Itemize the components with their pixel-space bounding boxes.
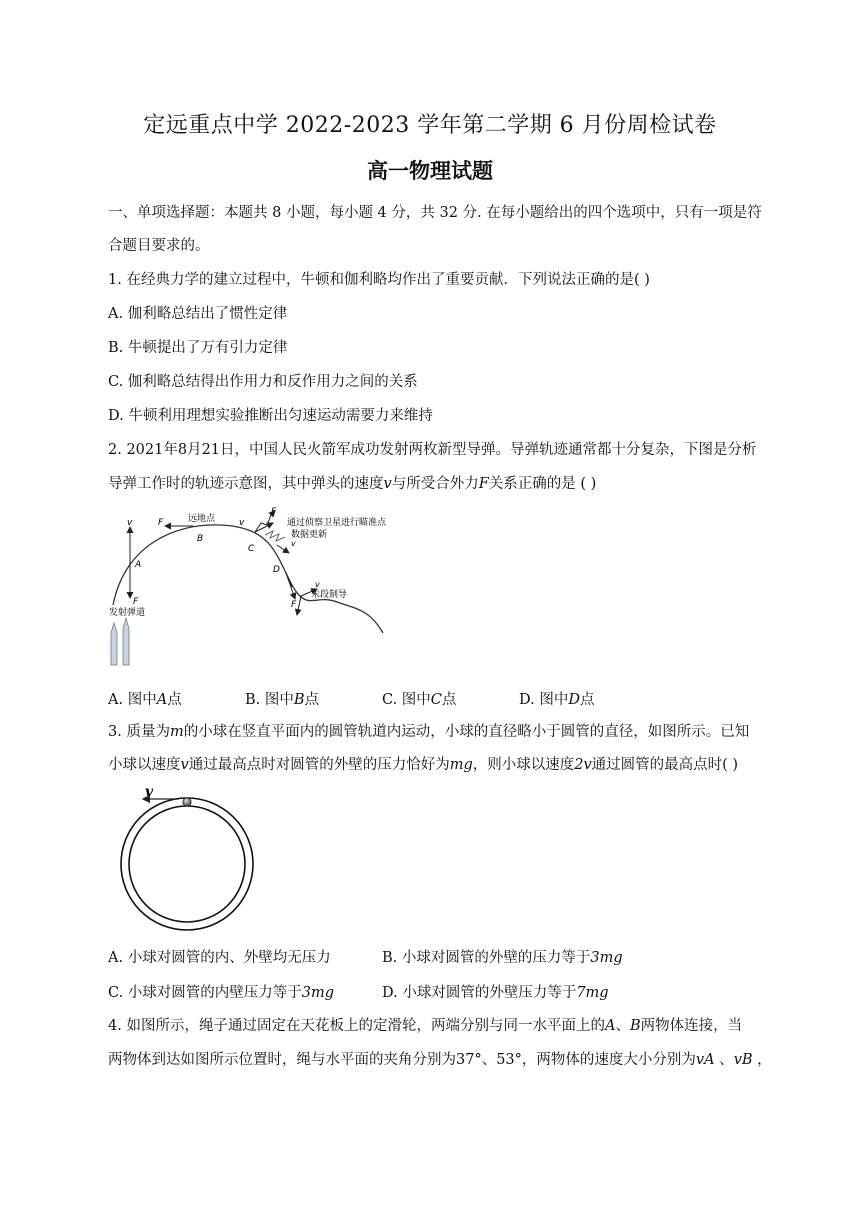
q3-stem-line1: 3. 质量为m的小球在竖直平面内的圆管轨道内运动，小球的直径略小于圆管的直径，如图所示。已知 [108,724,750,740]
q3-option-d: D. 小球对圆管的外壁压力等于7mg [382,985,609,1001]
fig-label-far-point: 远地点 [188,514,216,524]
q3-option-a: A. 小球对圆管的内、外壁均无压力 [108,950,331,966]
fig-label-v-a: v [127,518,133,528]
missile-icon [111,618,129,665]
fig-label-v: v [145,784,154,800]
fig-label-terminal: 末段制导 [311,590,348,600]
page-title: 定远重点中学 2022-2023 学年第二学期 6 月份周检试卷 [143,113,717,138]
q2-option-a: A. 图中A点 [108,692,182,708]
fig-label-v-d: v [315,580,320,589]
q3-circular-tube-figure [115,782,265,932]
ball-icon [183,798,191,806]
q2-option-b: B. 图中B点 [245,692,320,708]
fig-label-f-c: F [271,507,277,517]
fig-label-f-d: F [291,600,297,610]
fig-label-f-b: F [158,518,164,528]
fig-label-d: D [273,565,280,575]
q3-option-c: C. 小球对圆管的内壁压力等于3mg [108,985,335,1001]
section-instruction-line1: 一、单项选择题：本题共 8 小题，每小题 4 分，共 32 分. 在每小题给出的四个选项中，只有一项是符 [108,205,762,221]
q2-stem-line2: 导弹工作时的轨迹示意图，其中弹头的速度v与所受合外力F关系正确的是 ( ) [108,476,597,492]
fig-label-b: B [197,534,204,544]
q2-option-d: D. 图中D点 [519,692,595,708]
q3-stem-line2: 小球以速度v通过最高点时对圆管的外壁的压力恰好为mg，则小球以速度2v通过圆管的最高点时( ) [108,757,739,773]
q2-option-c: C. 图中C点 [382,692,457,708]
fig-label-v-update: v [291,539,296,548]
tube-outer-wall [121,798,253,930]
section-instruction-line2: 合题目要求的。 [108,238,210,254]
fig-label-launch: 发射弹道 [109,608,146,618]
fig-label-v-c: v [239,518,245,528]
q1-option-c: C. 伽利略总结得出作用力和反作用力之间的关系 [108,374,418,390]
fig-label-update: 数据更新 [291,530,328,540]
tube-inner-wall [129,806,245,922]
fig-label-f-a: F [133,597,139,607]
q4-stem-line1: 4. 如图所示，绳子通过固定在天花板上的定滑轮，两端分别与同一水平面上的A、B两物体连接，当 [108,1018,743,1034]
q3-option-b: B. 小球对圆管的外壁的压力等于3mg [382,950,623,966]
q2-trajectory-figure [105,505,395,675]
fig-label-recon: 通过侦察卫星进行瞄准点 [287,518,387,528]
q2-stem-line1: 2. 2021年8月21日，中国人民火箭军成功发射两枚新型导弹。导弹轨迹通常都十分复杂，下图是分析 [108,442,757,458]
q1-option-a: A. 伽利略总结出了惯性定律 [108,306,288,322]
fig-label-a: A [135,560,142,570]
page-subtitle: 高一物理试题 [367,158,493,183]
trajectory-curve [113,525,383,633]
q4-stem-line2: 两物体到达如图所示位置时，绳与水平面的夹角分别为37°、53°，两物体的速度大小分别为vA 、vB ， [108,1052,772,1068]
fig-label-c: C [248,544,255,554]
q1-option-d: D. 牛顿利用理想实验推断出匀速运动需要力来维持 [108,408,433,424]
q1-option-b: B. 牛顿提出了万有引力定律 [108,340,288,356]
q1-stem: 1. 在经典力学的建立过程中，牛顿和伽利略均作出了重要贡献．下列说法正确的是( ) [108,272,650,288]
